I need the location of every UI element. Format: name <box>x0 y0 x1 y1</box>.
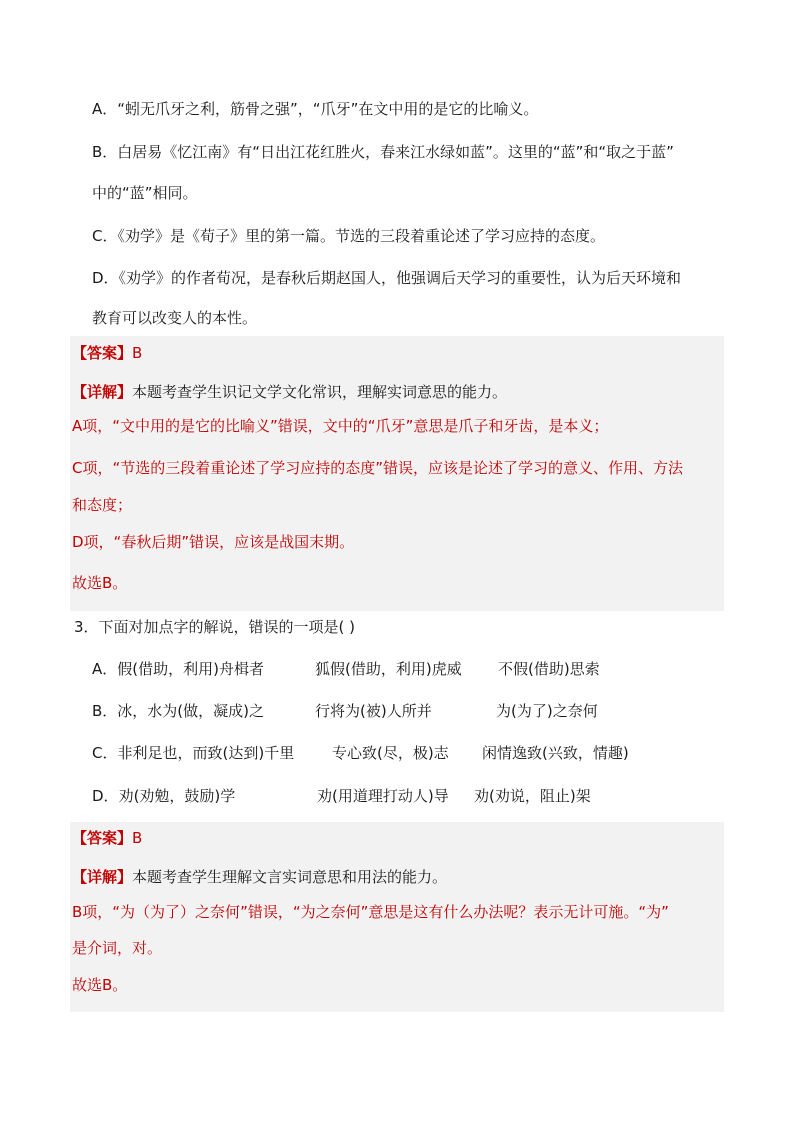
q3-question: 3．下面对加点字的解说，错误的一项是( ) <box>74 618 356 636</box>
detail-intro: 本题考查学生理解文言实词意思和用法的能力。 <box>132 868 448 886</box>
q3-option-a-item-3: 不假(借助)思索 <box>498 660 600 678</box>
option-label: A． <box>92 660 118 678</box>
q3-option-d-item-3: 劝(劝说，阻止)架 <box>474 787 591 805</box>
detail-intro: 本题考查学生识记文学文化常识，理解实词意思的能力。 <box>132 383 508 401</box>
q3-option-d <box>92 786 235 806</box>
option-label: B． <box>92 702 118 720</box>
detail-tag: 【详解】 <box>72 383 133 401</box>
q3-detail-line <box>72 867 447 887</box>
option-label: C． <box>92 744 118 762</box>
option-item-1: 非利足也，而致(达到)千里 <box>117 744 295 762</box>
q3-conclusion: 故选B。 <box>72 976 128 994</box>
q3-option-c <box>92 743 294 763</box>
q3-option-a <box>92 659 264 679</box>
q2-option-d: D．《劝学》的作者荀况，是春秋后期赵国人，他强调后天学习的重要性，认为后天环境和 <box>92 269 682 287</box>
option-label: D． <box>92 787 119 805</box>
option-item-1: 劝(劝勉，鼓励)学 <box>118 787 236 805</box>
q3-option-d-item-2: 劝(用道理打动人)导 <box>317 787 449 805</box>
q2-option-a: A．“蚓无爪牙之利，筋骨之强”，“爪牙”在文中用的是它的比喻义。 <box>92 100 539 118</box>
q3-option-c-item-2: 专心致(尽，极)志 <box>332 744 449 762</box>
q2-detail-a: A项，“文中用的是它的比喻义”错误，文中的“爪牙”意思是爪子和牙齿，是本义； <box>72 417 609 435</box>
q3-option-b-item-2: 行将为(被)人所并 <box>315 702 432 720</box>
q3-answer-section <box>70 822 724 1012</box>
q2-answer-section <box>70 336 724 611</box>
answer-value: B <box>132 344 143 362</box>
answer-tag: 【答案】 <box>72 344 133 362</box>
q2-option-b: B．白居易《忆江南》有“日出江花红胜火，春来江水绿如蓝”。这里的“蓝”和“取之于蓝” <box>92 143 674 161</box>
q2-detail-d: D项，“春秋后期”错误，应该是战国末期。 <box>72 533 355 551</box>
option-item-1: 冰，水为(做，凝成)之 <box>117 702 265 720</box>
q2-conclusion: 故选B。 <box>72 574 128 592</box>
option-item-1: 假(借助，利用)舟楫者 <box>117 660 264 678</box>
q3-detail-b: B项，“为（为了）之奈何”错误，“为之奈何”意思是这有什么办法呢？表示无计可施。“为” <box>72 903 669 921</box>
q2-detail-line <box>72 382 507 402</box>
q2-option-d-cont: 教育可以改变人的本性。 <box>92 309 258 327</box>
q3-option-b <box>92 701 264 721</box>
answer-value: B <box>132 829 143 847</box>
q2-answer-line <box>72 343 142 363</box>
q3-option-a-item-2: 狐假(借助，利用)虎威 <box>315 660 462 678</box>
detail-tag: 【详解】 <box>72 868 133 886</box>
q2-detail-c: C项，“节选的三段着重论述了学习应持的态度”错误，应该是论述了学习的意义、作用、方法 <box>72 459 684 477</box>
q3-answer-line <box>72 828 142 848</box>
q2-detail-c-cont: 和态度； <box>72 496 133 514</box>
q3-detail-b-cont: 是介词，对。 <box>72 939 163 957</box>
q3-option-c-item-3: 闲情逸致(兴致，情趣) <box>482 744 629 762</box>
answer-tag: 【答案】 <box>72 829 133 847</box>
q2-option-c: C．《劝学》是《荀子》里的第一篇。节选的三段着重论述了学习应持的态度。 <box>92 227 605 245</box>
q2-option-b-cont: 中的“蓝”相同。 <box>92 184 198 202</box>
q3-option-b-item-3: 为(为了)之奈何 <box>496 702 598 720</box>
